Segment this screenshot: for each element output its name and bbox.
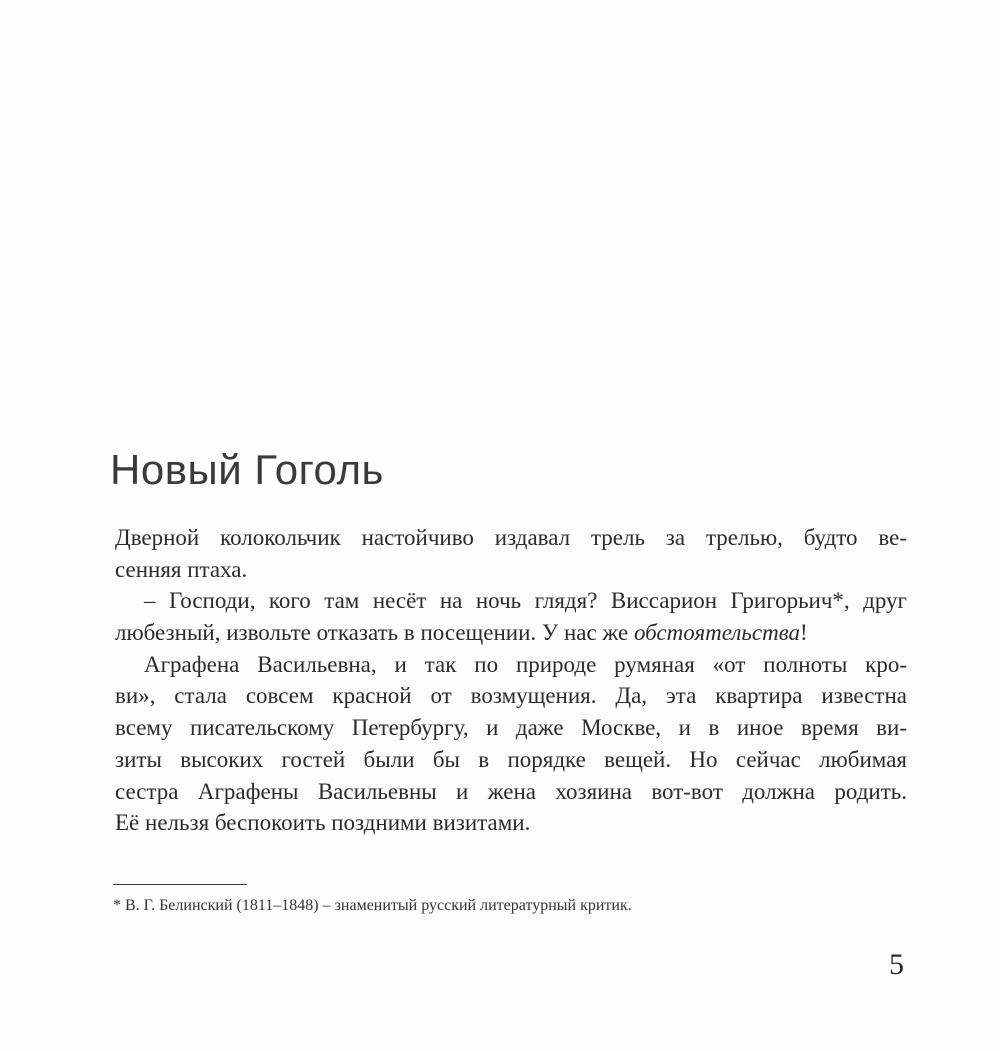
page-number: 5 [889, 948, 904, 981]
body-line: зиты высоких гостей были бы в порядке вещей. Но сейчас любимая [115, 746, 907, 772]
emphasized-word: обстоятельства [633, 620, 801, 646]
chapter-body [115, 522, 907, 839]
footnote: * В. Г. Белинский (1811–1848) – знаменитый русский литературный критик. [113, 897, 632, 914]
body-line: всему писательскому Петербургу, и даже Москве, и в иное время ви- [115, 715, 907, 741]
body-line: ви», стала совсем красной от возмущения. Да, эта квартира известна [115, 683, 907, 709]
body-line [115, 617, 907, 649]
body-line: Её нельзя беспокоить поздними визитами. [115, 810, 531, 836]
body-line-punctuation: ! [800, 620, 808, 646]
body-line: – Господи, кого там несёт на ночь глядя? Виссарион Григорьич*, друг [144, 588, 907, 614]
body-line: сенняя птаха. [115, 556, 248, 582]
body-line: Аграфена Васильевна, и так по природе румяная «от полноты кро- [144, 651, 907, 677]
body-line-text: любезный, извольте отказать в посещении. У нас же [115, 620, 634, 646]
footnote-divider [113, 884, 247, 885]
body-line: Дверной колокольчик настойчиво издавал трель за трелью, будто ве- [115, 525, 907, 550]
chapter-title: Новый Гоголь [110, 446, 384, 493]
body-line: сестра Аграфены Васильевны и жена хозяина вот-вот должна родить. [115, 778, 907, 804]
